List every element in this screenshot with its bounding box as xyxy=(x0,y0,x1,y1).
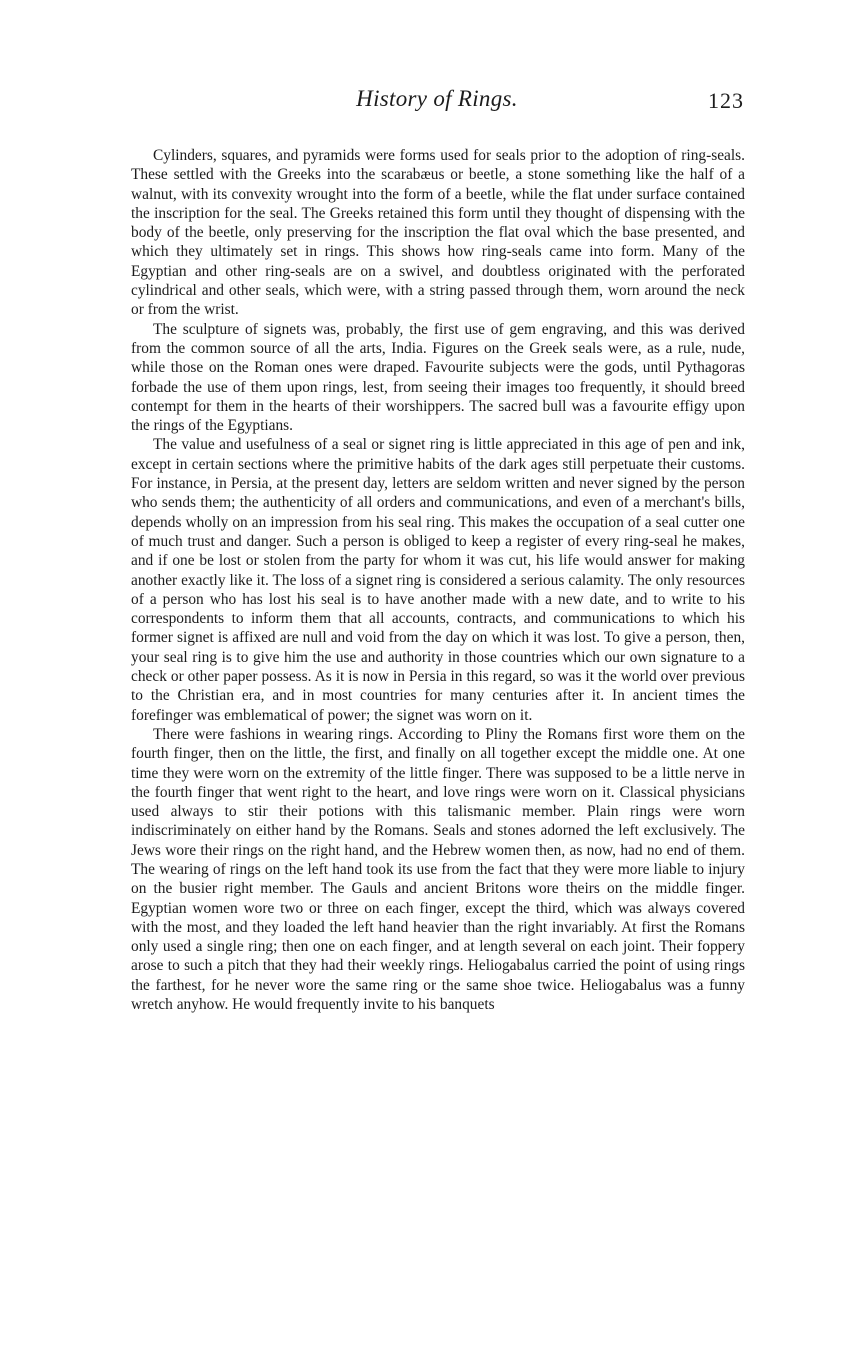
paragraph-sculpture: The sculpture of signets was, probably, the first use of gem engraving, and this was derived from the common source of all the arts, India. Figures on the Greek seals were, as a rule, nude, while those on the Roman ones were draped. Favourite subjects were the gods, until Pythagoras forbade the use of them upon rings, lest, from seeing their images too frequently, it should breed contempt for them in the hearts of their worshippers. The sacred bull was a favourite effigy upon the rings of the Egyptians. xyxy=(131,320,745,435)
running-title: History of Rings. xyxy=(356,86,518,111)
paragraph-fashions: There were fashions in wearing rings. According to Pliny the Romans first wore them on the fourth finger, then on the little, the first, and finally on all together except the middle one. At one time they were worn on the extremity of the little finger. There was supposed to be a little nerve in the fourth finger that went right to the heart, and love rings were worn on it. Classical physicians used always to stir their potions with this talismanic member. Plain rings were worn indiscriminately on either hand by the Romans. Seals and stones adorned the left exclusively. The Jews wore their rings on the right hand, and the Hebrew women then, as now, had no end of them. The wearing of rings on the left hand took its use from the fact that they were more liable to injury on the busier right member. The Gauls and ancient Britons wore theirs on the middle finger. Egyptian women wore two or three on each finger, except the third, which was always covered with the most, and they loaded the left hand heavier than the right invariably. At first the Romans only used a single ring; then one on each finger, and at length several on each joint. Their foppery arose to such a pitch that they had their weekly rings. Heliogabalus carried the point of using rings the farthest, for he never wore the same ring or the same shoe twice. Heliogabalus was a funny wretch anyhow. He would frequently invite to his banquets xyxy=(131,725,745,1014)
page-number: 123 xyxy=(708,88,744,113)
paragraph-seal-value: The value and usefulness of a seal or signet ring is little appreciated in this age of pen and ink, except in certain sections where the primitive habits of the dark ages still perpetuate their customs. For instance, in Persia, at the present day, letters are seldom written and never signed by the person who sends them; the authenticity of all orders and communications, and even of a merchant's bills, depends wholly on an impression from his seal ring. This makes the occupation of a seal cutter one of much trust and danger. Such a person is obliged to keep a register of every ring-seal he makes, and if one be lost or stolen from the party for whom it was cut, his life would answer for making another exactly like it. The loss of a signet ring is considered a serious calamity. The only resources of a person who has lost his seal is to have another made with a new date, and to write to his correspondents to inform them that all accounts, contracts, and communications to which his former signet is affixed are null and void from the day on which it was lost. To give a person, then, your seal ring is to give him the use and authority in those countries which our own signature to a check or other paper possess. As it is now in Persia in this regard, so was it the world over previous to the Christian era, and in most countries for many centuries after it. In ancient times the forefinger was emblematical of power; the signet was worn on it. xyxy=(131,436,745,724)
running-head xyxy=(130,86,744,122)
paragraph-cylinders: Cylinders, squares, and pyramids were forms used for seals prior to the adoption of ring-seals. These settled with the Greeks into the scarabæus or beetle, a stone something like the half of a walnut, with its convexity wrought into the form of a beetle, while the flat under surface contained the inscription for the seal. The Greeks retained this form until they thought of dispensing with the body of the beetle, only preserving for the inscription the flat oval which the base presented, and which they ultimately set in rings. This shows how ring-seals came into form. Many of the Egyptian and other ring-seals are on a swivel, and doubtless originated with the perforated cylindrical and other seals, which were, with a string passed through them, worn around the neck or from the wrist. xyxy=(131,147,745,319)
body-text xyxy=(131,146,745,1014)
